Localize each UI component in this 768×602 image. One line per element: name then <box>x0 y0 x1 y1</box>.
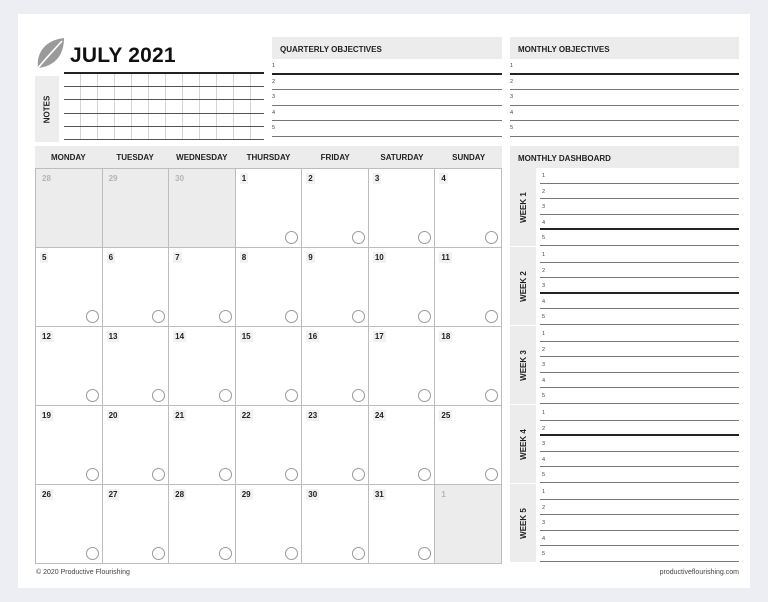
day-number: 30 <box>308 490 318 499</box>
day-cell[interactable] <box>103 248 170 327</box>
day-cell[interactable] <box>169 327 236 406</box>
day-number: 15 <box>241 332 251 341</box>
day-cell[interactable] <box>236 485 303 564</box>
day-number: 8 <box>241 253 247 262</box>
week-goal-line[interactable]: 5 <box>540 467 739 483</box>
day-checkbox[interactable] <box>152 468 165 481</box>
day-number: 25 <box>441 411 451 420</box>
notes-row[interactable] <box>64 114 264 127</box>
quarterly-objective-line[interactable]: 2 <box>272 75 502 91</box>
day-cell[interactable] <box>302 169 369 248</box>
week-goal-line[interactable]: 4 <box>540 373 739 389</box>
monthly-objective-line[interactable]: 2 <box>510 75 739 91</box>
day-number: 2 <box>308 174 313 183</box>
day-number: 31 <box>374 490 384 499</box>
day-cell[interactable] <box>302 406 369 485</box>
quarterly-objective-line[interactable]: 5 <box>272 121 502 137</box>
day-number: 27 <box>108 490 118 499</box>
week-tab <box>510 405 536 484</box>
planner-page <box>18 14 750 588</box>
day-cell[interactable] <box>103 485 170 564</box>
weekday-label: SATURDAY <box>380 153 424 162</box>
calendar-grid <box>35 168 502 564</box>
calendar <box>35 146 502 564</box>
day-checkbox[interactable] <box>219 468 232 481</box>
week-goal-line[interactable]: 4 <box>540 294 739 310</box>
day-checkbox[interactable] <box>285 310 298 323</box>
day-number: 4 <box>441 174 446 183</box>
week-label: WEEK 5 <box>518 507 528 539</box>
day-cell[interactable] <box>302 248 369 327</box>
day-number: 12 <box>42 332 51 341</box>
day-checkbox[interactable] <box>86 547 99 560</box>
weekday-label: SUNDAY <box>452 153 486 162</box>
day-checkbox[interactable] <box>352 547 365 560</box>
week-goal-line[interactable]: 1 <box>540 484 739 500</box>
day-cell[interactable] <box>369 485 436 564</box>
day-cell[interactable] <box>36 169 103 248</box>
day-checkbox[interactable] <box>152 310 165 323</box>
week-block <box>510 168 739 247</box>
monthly-objective-line[interactable]: 1 <box>510 59 739 75</box>
week-goal-line[interactable]: 2 <box>540 342 739 358</box>
copyright-text: © 2020 Productive Flourishing <box>36 569 130 576</box>
dashboard-heading: MONTHLY DASHBOARD <box>510 146 739 168</box>
day-number: 24 <box>374 411 384 420</box>
day-number: 30 <box>175 174 185 183</box>
monthly-dashboard <box>510 146 739 563</box>
week-block <box>510 326 739 405</box>
day-number: 5 <box>42 253 47 262</box>
week-goal-line[interactable]: 5 <box>540 309 739 325</box>
day-number: 29 <box>241 490 251 499</box>
week-goal-line[interactable]: 5 <box>540 230 739 246</box>
week-tab <box>510 484 536 563</box>
day-checkbox[interactable] <box>418 468 431 481</box>
day-checkbox[interactable] <box>418 547 431 560</box>
day-cell[interactable] <box>369 248 436 327</box>
day-checkbox[interactable] <box>352 468 365 481</box>
day-number: 19 <box>42 411 51 420</box>
day-cell[interactable] <box>302 327 369 406</box>
quarterly-objectives <box>272 37 502 137</box>
day-checkbox[interactable] <box>352 389 365 402</box>
day-number: 13 <box>108 332 118 341</box>
day-checkbox[interactable] <box>86 389 99 402</box>
week-goal-line[interactable]: 4 <box>540 452 739 468</box>
week-goal-line[interactable]: 2 <box>540 184 739 200</box>
week-goal-line[interactable]: 5 <box>540 388 739 404</box>
day-checkbox[interactable] <box>485 231 498 244</box>
day-number: 1 <box>241 174 247 183</box>
monthly-objectives <box>510 37 739 137</box>
day-checkbox[interactable] <box>219 310 232 323</box>
day-number: 26 <box>42 490 51 499</box>
day-number: 1 <box>441 490 446 499</box>
day-checkbox[interactable] <box>86 468 99 481</box>
week-lines <box>536 405 739 484</box>
week-lines <box>536 484 739 563</box>
day-cell[interactable] <box>236 248 303 327</box>
week-goal-line[interactable]: 4 <box>540 215 739 231</box>
week-goal-line[interactable]: 3 <box>540 357 739 373</box>
week-goal-line[interactable]: 1 <box>540 405 739 421</box>
quarterly-objective-line[interactable]: 4 <box>272 106 502 122</box>
day-checkbox[interactable] <box>152 389 165 402</box>
day-cell[interactable] <box>369 169 436 248</box>
notes-row[interactable] <box>64 127 264 140</box>
day-number: 28 <box>175 490 185 499</box>
day-cell[interactable] <box>435 248 502 327</box>
day-number: 9 <box>308 253 313 262</box>
week-goal-line[interactable]: 3 <box>540 278 739 294</box>
quarterly-objectives-heading: QUARTERLY OBJECTIVES <box>272 37 502 59</box>
day-cell[interactable] <box>236 406 303 485</box>
day-number: 6 <box>108 253 114 262</box>
day-checkbox[interactable] <box>285 468 298 481</box>
day-cell[interactable] <box>169 406 236 485</box>
notes-area[interactable] <box>64 74 264 140</box>
week-goal-line[interactable]: 1 <box>540 326 739 342</box>
weekday-label: FRIDAY <box>320 153 350 162</box>
monthly-objective-line[interactable]: 4 <box>510 106 739 122</box>
weekday-label: MONDAY <box>50 153 86 162</box>
weekday-header <box>35 146 502 168</box>
day-number: 14 <box>175 332 185 341</box>
day-checkbox[interactable] <box>352 310 365 323</box>
day-cell[interactable] <box>36 485 103 564</box>
day-number: 23 <box>308 411 318 420</box>
week-label: WEEK 2 <box>518 270 528 302</box>
day-number: 11 <box>441 253 450 262</box>
monthly-objectives-heading: MONTHLY OBJECTIVES <box>510 37 739 59</box>
week-block <box>510 405 739 484</box>
week-goal-line[interactable]: 4 <box>540 531 739 547</box>
day-cell[interactable] <box>435 406 502 485</box>
day-cell[interactable] <box>169 248 236 327</box>
week-block <box>510 247 739 326</box>
notes-row[interactable] <box>64 100 264 113</box>
day-checkbox[interactable] <box>285 231 298 244</box>
day-cell[interactable] <box>36 406 103 485</box>
week-lines <box>536 326 739 405</box>
day-cell[interactable] <box>236 327 303 406</box>
day-checkbox[interactable] <box>219 547 232 560</box>
notes-row[interactable] <box>64 74 264 87</box>
week-goal-line[interactable]: 1 <box>540 168 739 184</box>
day-checkbox[interactable] <box>418 389 431 402</box>
week-label: WEEK 4 <box>518 428 528 460</box>
day-checkbox[interactable] <box>418 231 431 244</box>
day-number: 28 <box>42 174 51 183</box>
week-lines <box>536 168 739 247</box>
week-tab <box>510 168 536 247</box>
day-number: 16 <box>308 332 318 341</box>
weekday-label: THURSDAY <box>246 153 291 162</box>
day-cell[interactable] <box>369 406 436 485</box>
week-tab <box>510 326 536 405</box>
day-cell[interactable] <box>103 327 170 406</box>
day-cell[interactable] <box>435 485 502 564</box>
quarterly-objective-line[interactable]: 1 <box>272 59 502 75</box>
week-goal-line[interactable]: 3 <box>540 515 739 531</box>
day-cell[interactable] <box>369 327 436 406</box>
day-number: 7 <box>175 253 180 262</box>
day-number: 3 <box>374 174 380 183</box>
day-checkbox[interactable] <box>285 389 298 402</box>
week-label: WEEK 3 <box>518 349 528 381</box>
day-number: 20 <box>108 411 118 420</box>
day-number: 22 <box>241 411 251 420</box>
week-goal-line[interactable]: 5 <box>540 546 739 562</box>
day-checkbox[interactable] <box>485 389 498 402</box>
day-number: 29 <box>108 174 118 183</box>
week-goal-line[interactable]: 2 <box>540 421 739 437</box>
day-cell[interactable] <box>302 485 369 564</box>
day-number: 17 <box>374 332 384 341</box>
day-cell[interactable] <box>435 327 502 406</box>
week-goal-line[interactable]: 3 <box>540 199 739 215</box>
day-checkbox[interactable] <box>418 310 431 323</box>
weekday-label: TUESDAY <box>116 153 154 162</box>
day-cell[interactable] <box>103 406 170 485</box>
notes-label: NOTES <box>42 95 52 123</box>
leaf-icon <box>34 36 66 70</box>
week-tab <box>510 247 536 326</box>
week-goal-line[interactable]: 3 <box>540 436 739 452</box>
weekday-label: WEDNESDAY <box>176 153 228 162</box>
day-number: 10 <box>374 253 384 262</box>
day-cell[interactable] <box>36 248 103 327</box>
day-cell[interactable] <box>169 169 236 248</box>
day-checkbox[interactable] <box>352 231 365 244</box>
page-title: JULY 2021 <box>70 44 176 67</box>
day-checkbox[interactable] <box>219 389 232 402</box>
day-number: 18 <box>441 332 451 341</box>
day-cell[interactable] <box>435 169 502 248</box>
quarterly-objective-line[interactable]: 3 <box>272 90 502 106</box>
monthly-objective-line[interactable]: 5 <box>510 121 739 137</box>
day-number: 21 <box>175 411 185 420</box>
site-url: productiveflourishing.com <box>659 569 739 576</box>
notes-tab <box>35 76 59 142</box>
week-block <box>510 484 739 563</box>
week-goal-line[interactable]: 1 <box>540 247 739 263</box>
week-goal-line[interactable]: 2 <box>540 500 739 516</box>
day-checkbox[interactable] <box>485 468 498 481</box>
notes-row[interactable] <box>64 87 264 100</box>
day-cell[interactable] <box>103 169 170 248</box>
day-checkbox[interactable] <box>152 547 165 560</box>
monthly-objective-line[interactable]: 3 <box>510 90 739 106</box>
day-checkbox[interactable] <box>86 310 99 323</box>
week-goal-line[interactable]: 2 <box>540 263 739 279</box>
week-label: WEEK 1 <box>518 191 528 223</box>
day-cell[interactable] <box>36 327 103 406</box>
week-lines <box>536 247 739 326</box>
day-checkbox[interactable] <box>485 310 498 323</box>
day-checkbox[interactable] <box>285 547 298 560</box>
day-cell[interactable] <box>236 169 303 248</box>
day-cell[interactable] <box>169 485 236 564</box>
